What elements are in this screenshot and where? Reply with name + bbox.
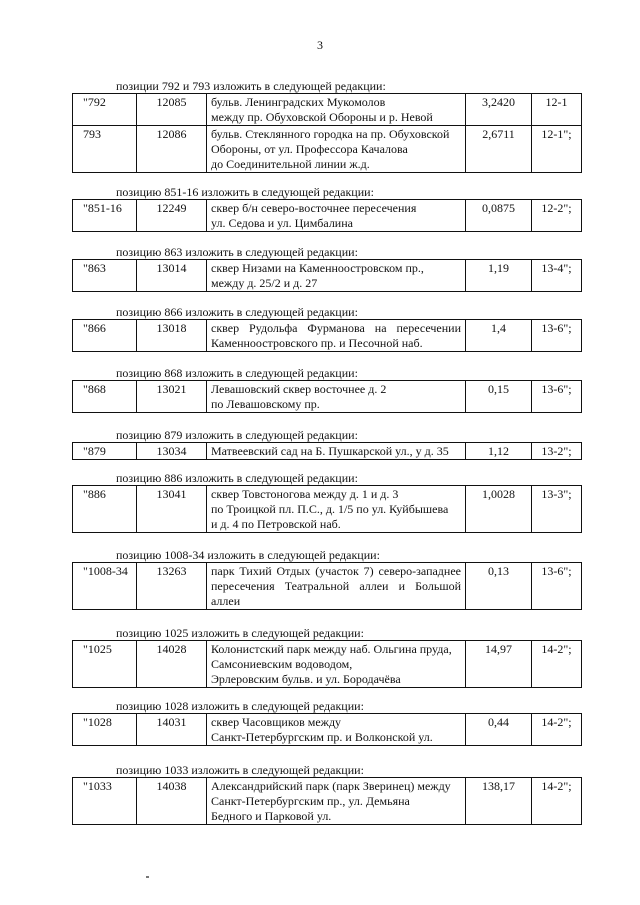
position-number-cell: "1025 (73, 641, 137, 688)
object-code-cell: 13018 (137, 320, 207, 352)
description-cell (207, 320, 466, 352)
area-cell: 1,0028 (466, 486, 532, 533)
object-code-cell: 13041 (137, 486, 207, 533)
section-heading: позицию 886 изложить в следующей редакции: (116, 471, 358, 485)
position-section (72, 472, 582, 533)
table-row (73, 563, 582, 610)
position-number-cell: "879 (73, 443, 137, 460)
position-section (72, 764, 582, 825)
description-line: бульв. Стеклянного городка на пр. Обуховской (211, 127, 450, 141)
position-number-cell: "866 (73, 320, 137, 352)
position-table (72, 319, 582, 352)
area-cell: 0,44 (466, 714, 532, 746)
object-code-cell: 14028 (137, 641, 207, 688)
area-cell: 0,0875 (466, 200, 532, 232)
table-row (73, 486, 582, 533)
position-section (72, 80, 582, 173)
description-cell (207, 641, 466, 688)
area-cell: 0,15 (466, 381, 532, 413)
description-cell (207, 381, 466, 413)
description-cell (207, 563, 466, 610)
section-heading: позицию 863 изложить в следующей редакции: (116, 245, 358, 259)
table-row (73, 714, 582, 746)
description-cell (207, 94, 466, 126)
section-heading: позиции 792 и 793 изложить в следующей редакции: (116, 79, 386, 93)
position-number-cell: "868 (73, 381, 137, 413)
zone-cell: 14-2"; (532, 778, 582, 825)
description-line: бульв. Ленинградских Мукомолов (211, 95, 386, 109)
zone-cell: 14-2"; (532, 641, 582, 688)
table-row (73, 641, 582, 688)
position-table (72, 199, 582, 232)
position-table (72, 640, 582, 688)
position-table (72, 562, 582, 610)
area-cell: 2,6711 (466, 126, 532, 173)
description-line: Обороны, от ул. Профессора Качалова (211, 142, 408, 156)
table-row (73, 200, 582, 232)
scan-mark (146, 876, 149, 878)
description-line: Каменноостровского пр. и Песочной наб. (211, 336, 423, 350)
description-line: Санкт-Петербургским пр. и Волконской ул. (211, 730, 433, 744)
position-number-cell: "863 (73, 260, 137, 292)
position-table (72, 485, 582, 533)
section-heading: позицию 866 изложить в следующей редакции: (116, 305, 358, 319)
description-cell (207, 443, 466, 460)
zone-cell: 13-3"; (532, 486, 582, 533)
table-row (73, 778, 582, 825)
zone-cell: 13-6"; (532, 563, 582, 610)
position-table (72, 93, 582, 173)
description-line: Эрлеровским бульв. и ул. Бородачёва (211, 672, 401, 686)
description-line: Александрийский парк (парк Зверинец) между (211, 779, 451, 793)
position-number-cell: "1033 (73, 778, 137, 825)
zone-cell: 13-4"; (532, 260, 582, 292)
description-line: Матвеевский сад на Б. Пушкарской ул., у д. 35 (211, 444, 449, 458)
object-code-cell: 12085 (137, 94, 207, 126)
object-code-cell: 13014 (137, 260, 207, 292)
section-heading: позицию 868 изложить в следующей редакции: (116, 366, 358, 380)
section-heading: позицию 1008-34 изложить в следующей редакции: (116, 548, 380, 562)
position-number-cell: "1008-34 (73, 563, 137, 610)
table-row (73, 94, 582, 126)
area-cell: 1,12 (466, 443, 532, 460)
description-line: сквер Часовщиков между (211, 715, 342, 729)
position-section (72, 246, 582, 292)
position-number-cell: 793 (73, 126, 137, 173)
zone-cell: 12-2"; (532, 200, 582, 232)
page-number: 3 (317, 38, 323, 52)
description-line: Самсониевским водоводом, (211, 657, 353, 671)
object-code-cell: 12249 (137, 200, 207, 232)
description-line: сквер Низами на Каменноостровском пр., (211, 261, 424, 275)
description-line: Колонистский парк между наб. Ольгина пруда, (211, 642, 452, 656)
position-number-cell: "792 (73, 94, 137, 126)
description-line: до Соединительной линии ж.д. (211, 157, 370, 171)
description-line: аллеи (211, 594, 241, 608)
position-table (72, 259, 582, 292)
zone-cell: 13-2"; (532, 443, 582, 460)
position-section (72, 700, 582, 746)
description-line: Санкт-Петербургским пр., ул. Демьяна (211, 794, 410, 808)
section-heading: позицию 879 изложить в следующей редакции: (116, 428, 358, 442)
table-row (73, 126, 582, 173)
position-section (72, 429, 582, 460)
position-number-cell: "851-16 (73, 200, 137, 232)
table-row (73, 443, 582, 460)
position-section (72, 186, 582, 232)
section-heading: позицию 1033 изложить в следующей редакции: (116, 763, 364, 777)
zone-cell: 12-1"; (532, 126, 582, 173)
area-cell: 1,19 (466, 260, 532, 292)
description-line: между пр. Обуховской Обороны и р. Невой (211, 110, 433, 124)
description-line: сквер Рудольфа Фурманова на пересечении (211, 321, 461, 335)
object-code-cell: 13021 (137, 381, 207, 413)
area-cell: 138,17 (466, 778, 532, 825)
object-code-cell: 13034 (137, 443, 207, 460)
description-line: по Левашовскому пр. (211, 397, 320, 411)
area-cell: 14,97 (466, 641, 532, 688)
area-cell: 3,2420 (466, 94, 532, 126)
object-code-cell: 12086 (137, 126, 207, 173)
description-cell (207, 778, 466, 825)
description-line: пересечения Театральной аллеи и Большой (211, 579, 461, 593)
description-line: парк Тихий Отдых (участок 7) северо-западнее (211, 564, 461, 578)
section-heading: позицию 1028 изложить в следующей редакции: (116, 699, 364, 713)
zone-cell: 13-6"; (532, 381, 582, 413)
description-line: Бедного и Парковой ул. (211, 809, 332, 823)
object-code-cell: 14031 (137, 714, 207, 746)
description-cell (207, 260, 466, 292)
zone-cell: 12-1 (532, 94, 582, 126)
section-heading: позицию 1025 изложить в следующей редакции: (116, 626, 364, 640)
position-number-cell: "1028 (73, 714, 137, 746)
position-table (72, 380, 582, 413)
zone-cell: 13-6"; (532, 320, 582, 352)
description-cell (207, 200, 466, 232)
description-cell (207, 486, 466, 533)
position-section (72, 627, 582, 688)
object-code-cell: 14038 (137, 778, 207, 825)
zone-cell: 14-2"; (532, 714, 582, 746)
description-line: сквер б/н северо-восточнее пересечения (211, 201, 417, 215)
description-cell (207, 714, 466, 746)
table-row (73, 260, 582, 292)
position-section (72, 306, 582, 352)
table-row (73, 381, 582, 413)
description-cell (207, 126, 466, 173)
position-table (72, 442, 582, 460)
description-line: ул. Седова и ул. Цимбалина (211, 216, 353, 230)
description-line: по Троицкой пл. П.С., д. 1/5 по ул. Куйбышева (211, 502, 449, 516)
position-section (72, 367, 582, 413)
description-line: сквер Товстоногова между д. 1 и д. 3 (211, 487, 399, 501)
section-heading: позицию 851-16 изложить в следующей редакции: (116, 185, 374, 199)
position-section (72, 549, 582, 610)
description-line: между д. 25/2 и д. 27 (211, 276, 318, 290)
description-line: Левашовский сквер восточнее д. 2 (211, 382, 387, 396)
position-table (72, 777, 582, 825)
position-number-cell: "886 (73, 486, 137, 533)
table-row (73, 320, 582, 352)
position-table (72, 713, 582, 746)
area-cell: 0,13 (466, 563, 532, 610)
description-line: и д. 4 по Петровской наб. (211, 517, 341, 531)
object-code-cell: 13263 (137, 563, 207, 610)
area-cell: 1,4 (466, 320, 532, 352)
